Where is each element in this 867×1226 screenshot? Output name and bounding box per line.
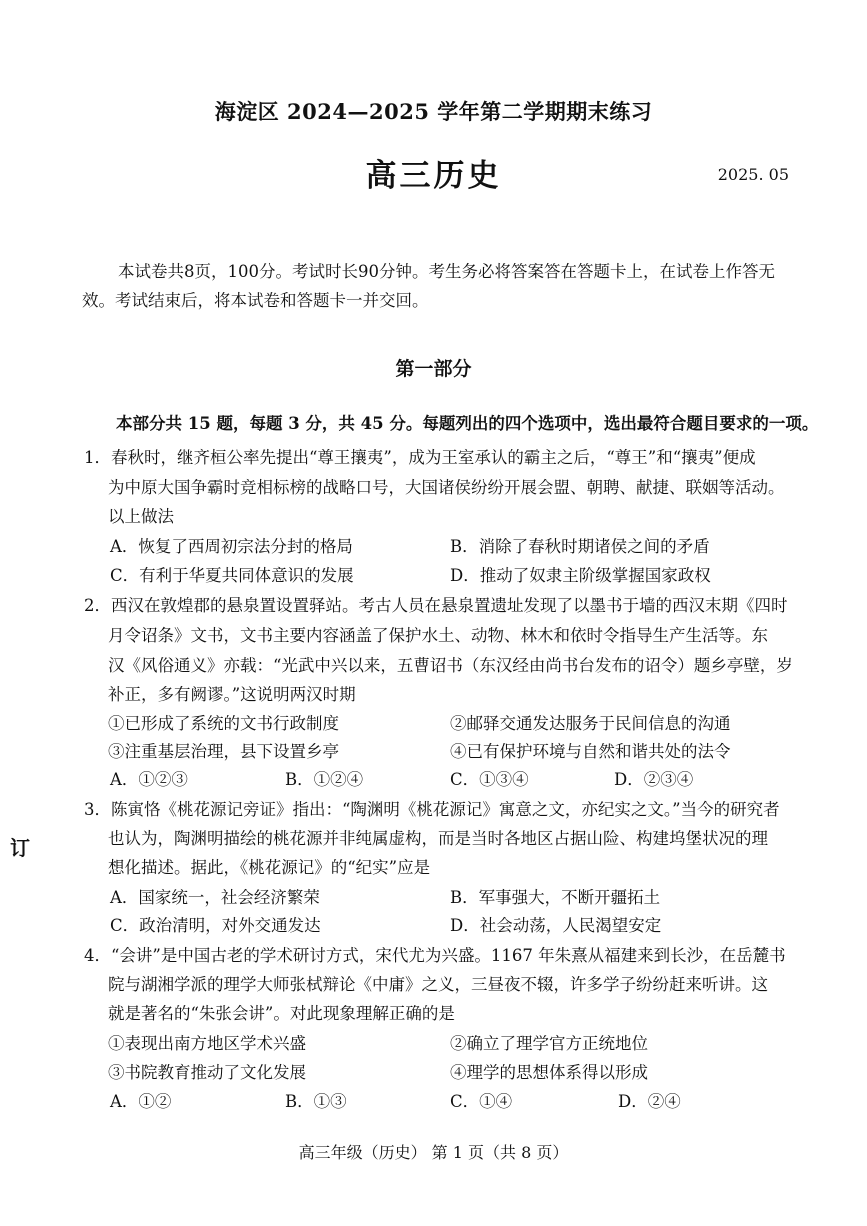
question-4-option-b: B．①③ [285,1092,347,1111]
question-4-option-d: D．②④ [618,1092,681,1111]
question-4-line-1: 4．“会讲”是中国古老的学术研讨方式，宋代尤为兴盛。1167 年朱熹从福建来到长沙，在岳麓书 [84,946,786,965]
question-2-option-c: C．①③④ [450,770,529,789]
question-1-line-3: 以上做法 [108,507,174,526]
section-heading: 第一部分 [395,358,472,380]
question-4-line-2: 院与湖湘学派的理学大师张栻辩论《中庸》之义，三昼夜不辍，许多学子纷纷赶来听讲。这 [108,975,768,994]
exam-date: 2025. 05 [717,165,789,184]
question-3-option-d: D．社会动荡，人民渴望安定 [450,916,662,935]
page-footer: 高三年级（历史） 第 1 页（共 8 页） [298,1143,569,1162]
question-2-option-b: B．①②④ [285,770,364,789]
question-1-option-c: C．有利于华夏共同体意识的发展 [110,566,354,585]
question-2-line-3: 汉《风俗通义》亦载：“光武中兴以来，五曹诏书（东汉经由尚书台发布的诏令）题乡亭壁，岁 [108,656,793,675]
question-1-option-a: A．恢复了西周初宗法分封的格局 [110,537,353,556]
question-4-statement-3: ③书院教育推动了文化发展 [108,1063,306,1082]
question-3-line-3: 想化描述。据此，《桃花源记》的“纪实”应是 [108,858,431,877]
question-3-option-c: C．政治清明，对外交通发达 [110,916,321,935]
question-3-option-b: B．军事强大，不断开疆拓土 [450,888,661,907]
binding-mark: 订 [10,836,30,860]
question-4-line-3: 就是著名的“朱张会讲”。对此现象理解正确的是 [108,1004,455,1023]
question-4-statement-4: ④理学的思想体系得以形成 [450,1063,648,1082]
question-2-line-2: 月令诏条》文书，文书主要内容涵盖了保护水土、动物、林木和依时令指导生产生活等。东 [108,626,768,645]
subject-title: 高三历史 [365,158,502,194]
question-1-line-1: 1．春秋时，继齐桓公率先提出“尊王攘夷”，成为王室承认的霸主之后，“尊王”和“攘夷”便成 [84,448,756,467]
question-2-option-d: D．②③④ [614,770,694,789]
question-4-option-c: C．①④ [450,1092,513,1111]
instructions-line-1: 本试卷共8页，100分。考试时长90分钟。考生务必将答案答在答题卡上，在试卷上作答无 [118,262,775,281]
question-2-line-1: 2．西汉在敦煌郡的悬泉置设置驿站。考古人员在悬泉置遗址发现了以墨书于墙的西汉末期《四时 [84,596,788,615]
question-3-line-2: 也认为，陶渊明描绘的桃花源并非纯属虚构，而是当时各地区占据山险、构建坞堡状况的理 [108,829,768,848]
question-1-line-2: 为中原大国争霸时竞相标榜的战略口号，大国诸侯纷纷开展会盟、朝聘、献捷、联姻等活动。 [108,478,785,497]
question-2-statement-2: ②邮驿交通发达服务于民间信息的沟通 [450,714,731,733]
question-2-option-a: A．①②③ [110,770,188,789]
question-4-statement-2: ②确立了理学官方正统地位 [450,1034,648,1053]
question-2-statement-1: ①已形成了系统的文书行政制度 [108,714,339,733]
question-3-option-a: A．国家统一，社会经济繁荣 [110,888,320,907]
question-4-statement-1: ①表现出南方地区学术兴盛 [108,1034,306,1053]
question-4-option-a: A．①② [110,1092,172,1111]
question-1-option-d: D．推动了奴隶主阶级掌握国家政权 [450,566,711,585]
question-1-option-b: B．消除了春秋时期诸侯之间的矛盾 [450,537,710,556]
question-2-statement-4: ④已有保护环境与自然和谐共处的法令 [450,742,731,761]
instructions-line-2: 效。考试结束后，将本试卷和答题卡一并交回。 [82,291,429,310]
exam-title: 海淀区 2024—2025 学年第二学期期末练习 [214,99,653,124]
section-intro: 本部分共 15 题，每题 3 分，共 45 分。每题列出的四个选项中，选出最符合题目要求的一项。 [116,414,819,433]
question-3-line-1: 3．陈寅恪《桃花源记旁证》指出：“陶渊明《桃花源记》寓意之文，亦纪实之文。”当今的研究者 [84,800,780,819]
question-2-statement-3: ③注重基层治理，县下设置乡亭 [108,742,339,761]
question-2-line-4: 补正，多有阙谬。”这说明两汉时期 [108,685,356,704]
